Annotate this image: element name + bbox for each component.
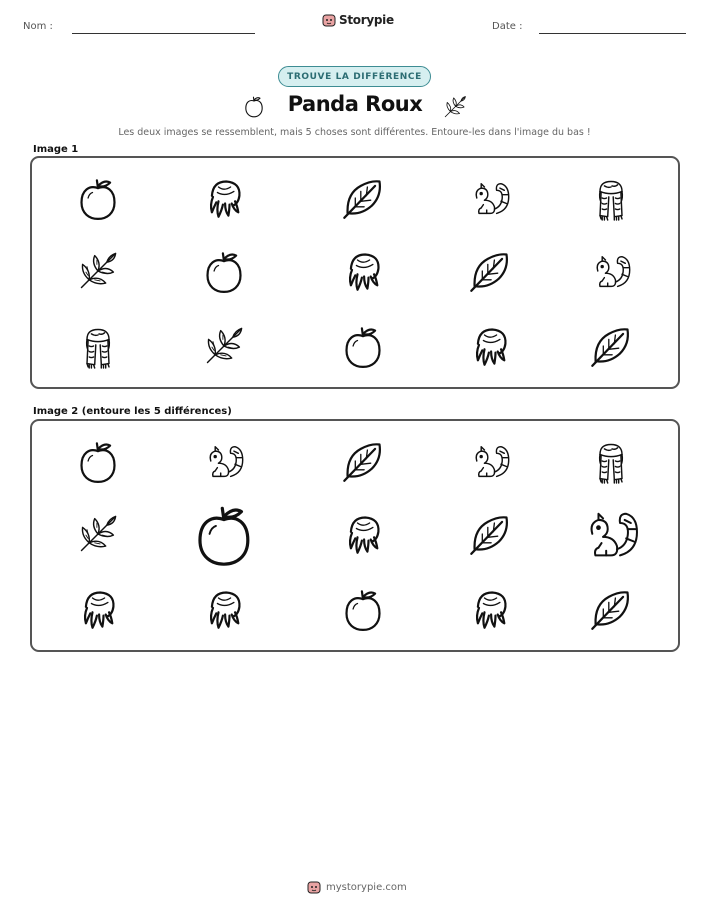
brand-logo — [322, 13, 394, 27]
squirrel-icon[interactable] — [468, 439, 512, 483]
scarf-icon — [589, 176, 633, 220]
scarf-icon[interactable] — [589, 439, 633, 483]
leaf-icon — [468, 249, 512, 293]
paw-icon[interactable] — [202, 587, 246, 631]
apple-icon — [341, 324, 385, 368]
paw-icon[interactable] — [468, 587, 512, 631]
image2-label: Image 2 (entoure les 5 différences) — [33, 406, 232, 417]
apple-icon — [202, 249, 246, 293]
paw-icon — [202, 176, 246, 220]
page-title: Panda Roux — [287, 92, 423, 116]
name-label: Nom : — [23, 21, 53, 32]
apple-icon — [76, 176, 120, 220]
paw-icon[interactable] — [341, 512, 385, 556]
name-line[interactable] — [72, 33, 255, 34]
apple-icon[interactable] — [192, 502, 256, 566]
squirrel-icon[interactable] — [202, 439, 246, 483]
leaf-icon[interactable] — [468, 512, 512, 556]
branch-icon — [76, 249, 120, 293]
leaf-icon — [341, 176, 385, 220]
instructions: Les deux images se ressemblent, mais 5 choses sont différentes. Entoure-les dans l'image du bas ! — [118, 127, 591, 138]
apple-icon[interactable] — [341, 587, 385, 631]
image1-label: Image 1 — [33, 144, 79, 155]
activity-badge: TROUVE LA DIFFÉRENCE — [278, 66, 431, 87]
apple-icon[interactable] — [76, 439, 120, 483]
footer — [307, 880, 407, 894]
date-line[interactable] — [539, 33, 686, 34]
paw-icon — [341, 249, 385, 293]
branch-icon[interactable] — [76, 512, 120, 556]
storypie-mascot-icon — [322, 13, 336, 27]
branch-icon — [202, 324, 246, 368]
date-label: Date : — [492, 21, 523, 32]
title-branch-icon — [441, 94, 469, 120]
squirrel-icon[interactable] — [580, 503, 642, 565]
scarf-icon — [76, 324, 120, 368]
leaf-icon — [589, 324, 633, 368]
title-apple-icon — [243, 95, 265, 119]
storypie-mascot-icon — [307, 880, 321, 894]
leaf-icon[interactable] — [341, 439, 385, 483]
squirrel-icon — [589, 249, 633, 293]
footer-url: mystorypie.com — [326, 881, 407, 893]
paw-icon[interactable] — [76, 587, 120, 631]
brand-name: Storypie — [339, 13, 394, 27]
leaf-icon[interactable] — [589, 587, 633, 631]
paw-icon — [468, 324, 512, 368]
squirrel-icon — [468, 176, 512, 220]
